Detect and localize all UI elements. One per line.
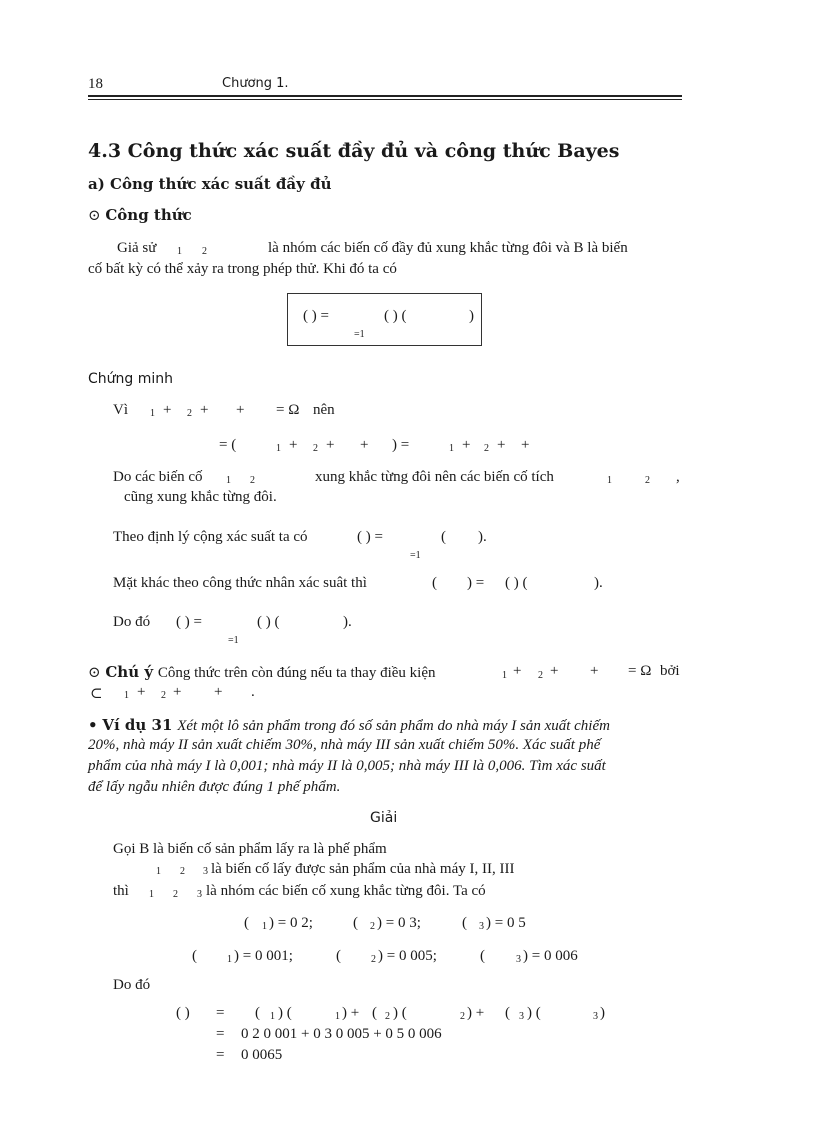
proof-eq-p2: + (326, 437, 335, 453)
subsection-title: a) Công thức xác suất đầy đủ (88, 175, 332, 193)
boxed-formula-sub: =1 (354, 329, 365, 340)
proof-do-b: xung khắc từng đôi nên các biến cố tích (315, 469, 554, 485)
proof-eq-s3: 1 (449, 443, 454, 454)
proof-doo-mid: ( ) ( (257, 614, 280, 630)
solution-l2-s1: 1 (156, 866, 161, 877)
pb-line-s1: 1 (227, 954, 232, 965)
proof-theo-close: ). (478, 529, 487, 545)
solution-l3-a: thì (113, 883, 129, 899)
proof-eq-p6: + (521, 437, 530, 453)
proof-eq-p4: + (462, 437, 471, 453)
boxed-formula-mid: ( ) ( (384, 308, 407, 324)
note-p2: + (550, 663, 559, 679)
note-s1: 1 (502, 670, 507, 681)
p-line-s1: 1 (262, 921, 267, 932)
intro-sub1: 1 (177, 246, 182, 257)
page-number: 18 (88, 76, 103, 92)
final-r1c: ) + (342, 1005, 360, 1021)
proof-mat-p1: ( (432, 575, 437, 591)
proof-mat-eq: ) = (467, 575, 485, 591)
p-line-e: ( (462, 915, 467, 931)
note-l2-a: ⊂ (90, 686, 103, 702)
p-line-b: ) = 0 2; (269, 915, 313, 931)
example-text-l2: 20%, nhà máy II sản xuất chiếm 30%, nhà máy III sản xuất chiếm 50%. Xác suất phế (88, 737, 601, 753)
note-label: Chú ý (105, 663, 154, 681)
proof-vi-s1: 1 (150, 408, 155, 419)
pb-line-a: ( (192, 948, 197, 964)
p-line-s2: 2 (370, 921, 375, 932)
final-r1s5: 3 (519, 1011, 524, 1022)
note-l2-s2: 2 (161, 690, 166, 701)
proof-mat-p2: ( ) ( (505, 575, 528, 591)
proof-eq-a: = ( (219, 437, 237, 453)
proof-do-s4: 2 (645, 475, 650, 486)
proof-do-s3: 1 (607, 475, 612, 486)
p-line-d: ) = 0 3; (377, 915, 421, 931)
intro-line2: cố bất kỳ có thể xảy ra trong phép thử. Khi đó ta có (88, 261, 397, 277)
note-eq: = Ω (628, 663, 652, 679)
final-r1i: ) (600, 1005, 605, 1021)
proof-theo-a: Theo định lý cộng xác suất ta có (113, 529, 308, 545)
final-r1g: ( (505, 1005, 510, 1021)
pb-line-e: ( (480, 948, 485, 964)
boxed-formula-end: ) (469, 308, 474, 324)
solution-l3-s2: 2 (173, 889, 178, 900)
example-text-l1: Xét một lô sản phẩm trong đó số sản phẩm do nhà máy I sản xuất chiếm (177, 718, 610, 734)
solution-l3-s3: 3 (197, 889, 202, 900)
final-r1s6: 3 (593, 1011, 598, 1022)
pb-line-d: ) = 0 005; (378, 948, 437, 964)
solution-l3: là nhóm các biến cố xung khắc từng đôi. Ta có (206, 883, 486, 899)
pb-line-c: ( (336, 948, 341, 964)
final-eq2: = (216, 1026, 225, 1042)
header-rule-thick (88, 95, 682, 97)
final-r1a: ( (255, 1005, 260, 1021)
p-line-a: ( (244, 915, 249, 931)
note-line1 (88, 663, 436, 682)
final-eq1: = (216, 1005, 225, 1021)
formula-heading-label: Công thức (105, 206, 192, 224)
intro-sub2: 2 (202, 246, 207, 257)
note-l2-p3: + (214, 684, 223, 700)
example-text-l3: phẩm của nhà máy I là 0,001; nhà máy II là 0,005; nhà máy III là 0,006. Tìm xác suất (88, 758, 606, 774)
final-r1h: ) ( (527, 1005, 541, 1021)
proof-eq-s1: 1 (276, 443, 281, 454)
proof-theo-paren: ( (441, 529, 446, 545)
proof-vi-p2: + (200, 402, 209, 418)
note-l2-end: . (251, 684, 255, 700)
proof-vi-eq: = Ω (276, 402, 300, 418)
circled-dot-icon: ⊙ (88, 663, 101, 681)
solution-l2-s3: 3 (203, 866, 208, 877)
final-r1s4: 2 (460, 1011, 465, 1022)
proof-do-c: cũng xung khắc từng đôi. (124, 489, 277, 505)
proof-doo-eq: ( ) = (176, 614, 202, 630)
solution-do-do: Do đó (113, 977, 151, 993)
bullet-icon: • (88, 716, 98, 734)
final-r1s2: 1 (335, 1011, 340, 1022)
note-text: Công thức trên còn đúng nếu ta thay điều kiện (157, 665, 436, 681)
section-title: 4.3 Công thức xác suất đầy đủ và công thức Bayes (88, 140, 620, 162)
proof-vi-s2: 2 (187, 408, 192, 419)
final-r1s1: 1 (270, 1011, 275, 1022)
intro-line1-b: là nhóm các biến cố đầy đủ xung khắc từng đôi và B là biến (268, 240, 628, 256)
final-r2: 0 2 0 001 + 0 3 0 005 + 0 5 0 006 (241, 1026, 442, 1042)
proof-heading: Chứng minh (88, 371, 174, 387)
intro-line1-a: Giả sử (117, 240, 157, 256)
final-r1s3: 2 (385, 1011, 390, 1022)
proof-eq-p1: + (289, 437, 298, 453)
header-rule-thin (88, 99, 682, 100)
proof-doo-a: Do đó (113, 614, 151, 630)
boxed-formula-lhs: ( ) = (303, 308, 329, 324)
example-label: Ví dụ 31 (102, 716, 173, 734)
circled-dot-icon: ⊙ (88, 206, 101, 224)
solution-l1: Gọi B là biến cố sản phẩm lấy ra là phế phẩm (113, 841, 387, 857)
proof-eq-p3: + (360, 437, 369, 453)
p-line-c: ( (353, 915, 358, 931)
note-p3: + (590, 663, 599, 679)
proof-theo-sub: =1 (410, 550, 421, 561)
proof-vi-p3: + (236, 402, 245, 418)
final-r1b: ) ( (278, 1005, 292, 1021)
solution-l3-s1: 1 (149, 889, 154, 900)
chapter-title: Chương 1. (222, 76, 289, 91)
proof-vi-p1: + (163, 402, 172, 418)
note-p1: + (513, 663, 522, 679)
proof-vi-end: nên (313, 402, 335, 418)
formula-heading (88, 206, 192, 224)
note-end: bởi (660, 663, 680, 679)
proof-do-a: Do các biến cố (113, 469, 203, 485)
note-l2-p2: + (173, 684, 182, 700)
final-r1d: ( (372, 1005, 377, 1021)
example-text-l4: để lấy ngẫu nhiên được đúng 1 phế phẩm. (88, 779, 341, 795)
p-line-f: ) = 0 5 (486, 915, 526, 931)
note-l2-p1: + (137, 684, 146, 700)
proof-eq-s2: 2 (313, 443, 318, 454)
note-s2: 2 (538, 670, 543, 681)
example-line1 (88, 716, 610, 735)
proof-do-s2: 2 (250, 475, 255, 486)
final-r3: 0 0065 (241, 1047, 283, 1063)
p-line-s3: 3 (479, 921, 484, 932)
final-lhs: ( ) (176, 1005, 190, 1021)
proof-mat-a: Mặt khác theo công thức nhân xác suât thì (113, 575, 367, 591)
pb-line-s2: 2 (371, 954, 376, 965)
proof-doo-close: ). (343, 614, 352, 630)
pb-line-s3: 3 (516, 954, 521, 965)
proof-vi-a: Vì (113, 402, 128, 418)
final-r1e: ) ( (393, 1005, 407, 1021)
proof-theo-eq: ( ) = (357, 529, 383, 545)
proof-do-s1: 1 (226, 475, 231, 486)
note-l2-s1: 1 (124, 690, 129, 701)
proof-mat-close: ). (594, 575, 603, 591)
pb-line-b: ) = 0 001; (234, 948, 293, 964)
proof-eq-mid: ) = (392, 437, 410, 453)
proof-do-comma: , (676, 469, 680, 485)
final-r1f: ) + (467, 1005, 485, 1021)
solution-l2: là biến cố lấy được sản phẩm của nhà máy I, II, III (211, 861, 515, 877)
proof-eq-p5: + (497, 437, 506, 453)
pb-line-f: ) = 0 006 (523, 948, 578, 964)
proof-doo-sub: =1 (228, 635, 239, 646)
solution-l2-s2: 2 (180, 866, 185, 877)
proof-eq-s4: 2 (484, 443, 489, 454)
solution-heading: Giải (370, 810, 398, 826)
final-eq3: = (216, 1047, 225, 1063)
